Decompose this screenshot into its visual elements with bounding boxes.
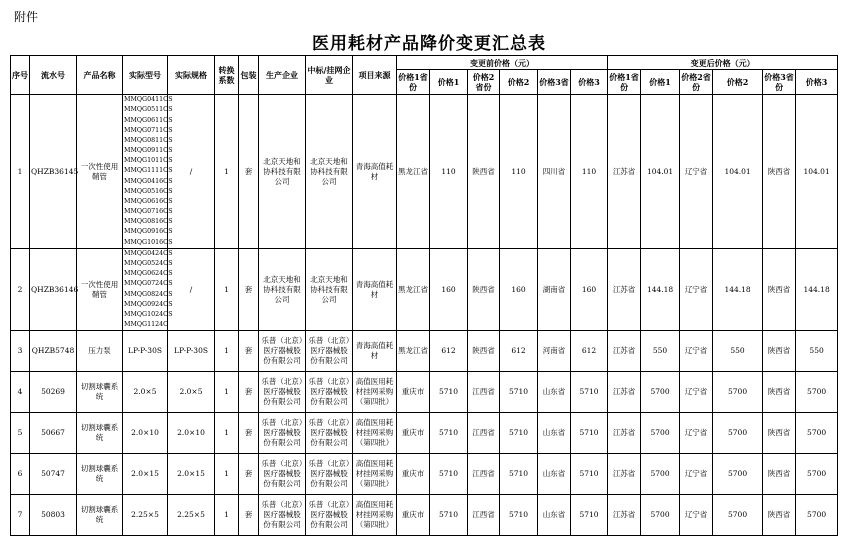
cell-pack: 套 <box>239 249 259 331</box>
cell-before-price2: 110 <box>500 95 538 249</box>
cell-source: 高值医用耗材挂网采购（第四批） <box>353 372 397 413</box>
cell-before-price2-province: 江西省 <box>468 454 500 495</box>
cell-seq: 4 <box>11 372 30 413</box>
cell-seq: 5 <box>11 413 30 454</box>
cell-factor: 1 <box>215 413 239 454</box>
cell-after-price2: 104.01 <box>713 95 763 249</box>
cell-before-price2-province: 陕西省 <box>468 95 500 249</box>
cell-product-name: 切割球囊系统 <box>77 454 123 495</box>
cell-before-price3-province: 湖南省 <box>538 249 571 331</box>
cell-product-name: 一次性使用鞘管 <box>77 95 123 249</box>
header-before-group: 变更前价格（元） <box>397 56 608 70</box>
cell-model: 2.0×15 <box>123 454 168 495</box>
cell-after-price2-province: 辽宁省 <box>680 372 713 413</box>
cell-after-price3: 550 <box>796 331 838 372</box>
cell-after-price2-province: 辽宁省 <box>680 413 713 454</box>
cell-maker: 乐普（北京）医疗器械股份有限公司 <box>259 372 306 413</box>
cell-after-price1: 550 <box>641 331 680 372</box>
cell-after-price3: 104.01 <box>796 95 838 249</box>
price-change-table <box>10 55 838 536</box>
cell-after-price3-province: 陕西省 <box>763 95 796 249</box>
header-spec: 实际规格 <box>168 56 215 95</box>
cell-after-price1-province: 江苏省 <box>608 495 641 536</box>
cell-seq: 1 <box>11 95 30 249</box>
cell-before-price2-province: 陕西省 <box>468 249 500 331</box>
cell-before-price3-province: 山东省 <box>538 495 571 536</box>
cell-before-price1: 5710 <box>430 454 468 495</box>
cell-after-price3: 5700 <box>796 372 838 413</box>
cell-after-price1: 5700 <box>641 413 680 454</box>
cell-factor: 1 <box>215 454 239 495</box>
cell-product-name: 压力泵 <box>77 331 123 372</box>
cell-after-price3-province: 陕西省 <box>763 413 796 454</box>
header-sub: 价格1省份 <box>608 70 641 95</box>
cell-model: 2.25×5 <box>123 495 168 536</box>
cell-after-price2-province: 辽宁省 <box>680 95 713 249</box>
cell-after-price3: 5700 <box>796 413 838 454</box>
cell-before-price3: 110 <box>571 95 608 249</box>
cell-maker: 北京天地和协科技有限公司 <box>259 95 306 249</box>
cell-source: 青海高值耗材 <box>353 95 397 249</box>
cell-before-price1: 5710 <box>430 495 468 536</box>
header-sub: 价格1 <box>430 70 468 95</box>
cell-after-price2: 5700 <box>713 454 763 495</box>
cell-before-price3: 612 <box>571 331 608 372</box>
cell-after-price1: 144.18 <box>641 249 680 331</box>
cell-before-price1-province: 黑龙江省 <box>397 95 430 249</box>
cell-spec: 2.0×5 <box>168 372 215 413</box>
cell-spec: / <box>168 95 215 249</box>
cell-serial: QHZB36146 <box>30 249 77 331</box>
cell-before-price2: 5710 <box>500 454 538 495</box>
cell-serial: 50747 <box>30 454 77 495</box>
cell-before-price3-province: 河南省 <box>538 331 571 372</box>
cell-after-price3: 144.18 <box>796 249 838 331</box>
header-seq: 序号 <box>11 56 30 95</box>
cell-before-price2-province: 江西省 <box>468 372 500 413</box>
cell-seq: 7 <box>11 495 30 536</box>
cell-source: 青海高值耗材 <box>353 331 397 372</box>
cell-after-price3-province: 陕西省 <box>763 249 796 331</box>
cell-factor: 1 <box>215 95 239 249</box>
cell-before-price3-province: 山东省 <box>538 454 571 495</box>
cell-after-price1-province: 江苏省 <box>608 413 641 454</box>
cell-after-price3-province: 陕西省 <box>763 372 796 413</box>
cell-maker: 北京天地和协科技有限公司 <box>259 249 306 331</box>
cell-after-price3: 5700 <box>796 495 838 536</box>
cell-after-price2: 5700 <box>713 372 763 413</box>
cell-after-price2-province: 辽宁省 <box>680 454 713 495</box>
cell-maker: 乐普（北京）医疗器械股份有限公司 <box>259 454 306 495</box>
cell-serial: QHZB36145 <box>30 95 77 249</box>
cell-before-price3: 5710 <box>571 372 608 413</box>
cell-factor: 1 <box>215 495 239 536</box>
cell-after-price2-province: 辽宁省 <box>680 249 713 331</box>
table-row <box>11 331 838 372</box>
cell-source: 青海高值耗材 <box>353 249 397 331</box>
cell-before-price1: 160 <box>430 249 468 331</box>
header-sub: 价格3 <box>571 70 608 95</box>
cell-after-price2-province: 辽宁省 <box>680 331 713 372</box>
table-row <box>11 454 838 495</box>
cell-bidder: 北京天地和协科技有限公司 <box>306 95 353 249</box>
cell-seq: 2 <box>11 249 30 331</box>
header-sub: 价格1省份 <box>397 70 430 95</box>
cell-bidder: 北京天地和协科技有限公司 <box>306 249 353 331</box>
cell-serial: 50667 <box>30 413 77 454</box>
cell-before-price2: 612 <box>500 331 538 372</box>
header-serial: 流水号 <box>30 56 77 95</box>
cell-after-price1: 5700 <box>641 495 680 536</box>
table-body <box>11 95 838 536</box>
cell-serial: 50269 <box>30 372 77 413</box>
cell-after-price1: 5700 <box>641 454 680 495</box>
cell-after-price1-province: 江苏省 <box>608 249 641 331</box>
cell-bidder: 乐普（北京）医疗器械股份有限公司 <box>306 413 353 454</box>
cell-maker: 乐普（北京）医疗器械股份有限公司 <box>259 331 306 372</box>
cell-after-price1: 5700 <box>641 372 680 413</box>
cell-spec: 2.25×5 <box>168 495 215 536</box>
cell-product-name: 一次性使用鞘管 <box>77 249 123 331</box>
cell-source: 高值医用耗材挂网采购（第四批） <box>353 454 397 495</box>
table-row <box>11 95 838 249</box>
header-bidder: 中标/挂网企业 <box>306 56 353 95</box>
cell-spec: / <box>168 249 215 331</box>
cell-seq: 3 <box>11 331 30 372</box>
cell-pack: 套 <box>239 454 259 495</box>
cell-after-price2-province: 辽宁省 <box>680 495 713 536</box>
cell-before-price3-province: 四川省 <box>538 95 571 249</box>
cell-before-price1: 110 <box>430 95 468 249</box>
cell-before-price3: 5710 <box>571 413 608 454</box>
cell-before-price1: 5710 <box>430 372 468 413</box>
cell-before-price1: 5710 <box>430 413 468 454</box>
header-sub: 价格2 <box>713 70 763 95</box>
cell-before-price2: 5710 <box>500 495 538 536</box>
cell-bidder: 乐普（北京）医疗器械股份有限公司 <box>306 495 353 536</box>
table-row <box>11 413 838 454</box>
cell-maker: 乐普（北京）医疗器械股份有限公司 <box>259 413 306 454</box>
table-row <box>11 495 838 536</box>
header-source: 项目来源 <box>353 56 397 95</box>
cell-bidder: 乐普（北京）医疗器械股份有限公司 <box>306 331 353 372</box>
header-sub: 价格3 <box>796 70 838 95</box>
cell-maker: 乐普（北京）医疗器械股份有限公司 <box>259 495 306 536</box>
header-maker: 生产企业 <box>259 56 306 95</box>
cell-spec: LP-P-30S <box>168 331 215 372</box>
cell-after-price1-province: 江苏省 <box>608 372 641 413</box>
cell-after-price2: 5700 <box>713 495 763 536</box>
header-sub: 价格3省份 <box>763 70 796 95</box>
table-row <box>11 372 838 413</box>
cell-product-name: 切割球囊系统 <box>77 413 123 454</box>
cell-before-price3: 5710 <box>571 454 608 495</box>
cell-bidder: 乐普（北京）医疗器械股份有限公司 <box>306 454 353 495</box>
cell-after-price2: 144.18 <box>713 249 763 331</box>
header-sub: 价格2省份 <box>680 70 713 95</box>
cell-before-price2: 5710 <box>500 372 538 413</box>
cell-after-price2: 5700 <box>713 413 763 454</box>
cell-before-price2-province: 陕西省 <box>468 331 500 372</box>
cell-serial: QHZB5748 <box>30 331 77 372</box>
cell-after-price1-province: 江苏省 <box>608 331 641 372</box>
cell-product-name: 切割球囊系统 <box>77 495 123 536</box>
cell-before-price2: 5710 <box>500 413 538 454</box>
cell-after-price3: 5700 <box>796 454 838 495</box>
cell-model: MMQG0424OS MMQG0524OS MMQG0624OS MMQG0724OS MMQG0824OS MMQG0924OS MMQG1024OS MMQG1124O <box>123 249 168 331</box>
cell-serial: 50803 <box>30 495 77 536</box>
cell-seq: 6 <box>11 454 30 495</box>
page-title: 医用耗材产品降价变更汇总表 <box>312 34 546 54</box>
table-row <box>11 249 838 331</box>
cell-before-price1-province: 重庆市 <box>397 413 430 454</box>
cell-before-price3: 5710 <box>571 495 608 536</box>
cell-source: 高值医用耗材挂网采购（第四批） <box>353 413 397 454</box>
cell-after-price3-province: 陕西省 <box>763 331 796 372</box>
cell-before-price1-province: 重庆市 <box>397 454 430 495</box>
cell-before-price3-province: 山东省 <box>538 372 571 413</box>
cell-after-price1: 104.01 <box>641 95 680 249</box>
cell-after-price1-province: 江苏省 <box>608 454 641 495</box>
header-sub: 价格3省 <box>538 70 571 95</box>
cell-before-price1-province: 黑龙江省 <box>397 331 430 372</box>
header-after-group: 变更后价格（元） <box>608 56 838 70</box>
cell-factor: 1 <box>215 331 239 372</box>
cell-pack: 套 <box>239 372 259 413</box>
cell-after-price3-province: 陕西省 <box>763 495 796 536</box>
header-sub: 价格1 <box>641 70 680 95</box>
cell-spec: 2.0×15 <box>168 454 215 495</box>
header-model: 实际型号 <box>123 56 168 95</box>
cell-factor: 1 <box>215 249 239 331</box>
header-product-name: 产品名称 <box>77 56 123 95</box>
cell-source: 高值医用耗材挂网采购（第四批） <box>353 495 397 536</box>
cell-model: LP-P-30S <box>123 331 168 372</box>
cell-after-price2: 550 <box>713 331 763 372</box>
cell-before-price2: 160 <box>500 249 538 331</box>
header-pack: 包装 <box>239 56 259 95</box>
header-sub: 价格2省份 <box>468 70 500 95</box>
cell-model: MMQG0411OS MMQG0511OS MMQG0611OS MMQG0711OS MMQG0811OS MMQG0911OS MMQG1011OS MMQG1111OS MMQG0416OS MMQG0516OS MMQG0616OS MMQG0716OS MMQG0816OS MMQG0916OS MMQG1016OS <box>123 95 168 249</box>
cell-product-name: 切割球囊系统 <box>77 372 123 413</box>
cell-before-price1: 612 <box>430 331 468 372</box>
cell-factor: 1 <box>215 372 239 413</box>
cell-before-price1-province: 重庆市 <box>397 495 430 536</box>
cell-before-price2-province: 江西省 <box>468 413 500 454</box>
cell-pack: 套 <box>239 331 259 372</box>
cell-before-price3: 160 <box>571 249 608 331</box>
cell-bidder: 乐普（北京）医疗器械股份有限公司 <box>306 372 353 413</box>
cell-model: 2.0×10 <box>123 413 168 454</box>
attachment-label: 附件 <box>14 10 39 24</box>
cell-before-price1-province: 黑龙江省 <box>397 249 430 331</box>
cell-before-price3-province: 山东省 <box>538 413 571 454</box>
header-factor: 转换系数 <box>215 56 239 95</box>
cell-after-price3-province: 陕西省 <box>763 454 796 495</box>
cell-spec: 2.0×10 <box>168 413 215 454</box>
cell-before-price2-province: 江西省 <box>468 495 500 536</box>
cell-model: 2.0×5 <box>123 372 168 413</box>
cell-pack: 套 <box>239 495 259 536</box>
cell-pack: 套 <box>239 413 259 454</box>
cell-after-price1-province: 江苏省 <box>608 95 641 249</box>
cell-pack: 套 <box>239 95 259 249</box>
cell-before-price1-province: 重庆市 <box>397 372 430 413</box>
header-sub: 价格2 <box>500 70 538 95</box>
